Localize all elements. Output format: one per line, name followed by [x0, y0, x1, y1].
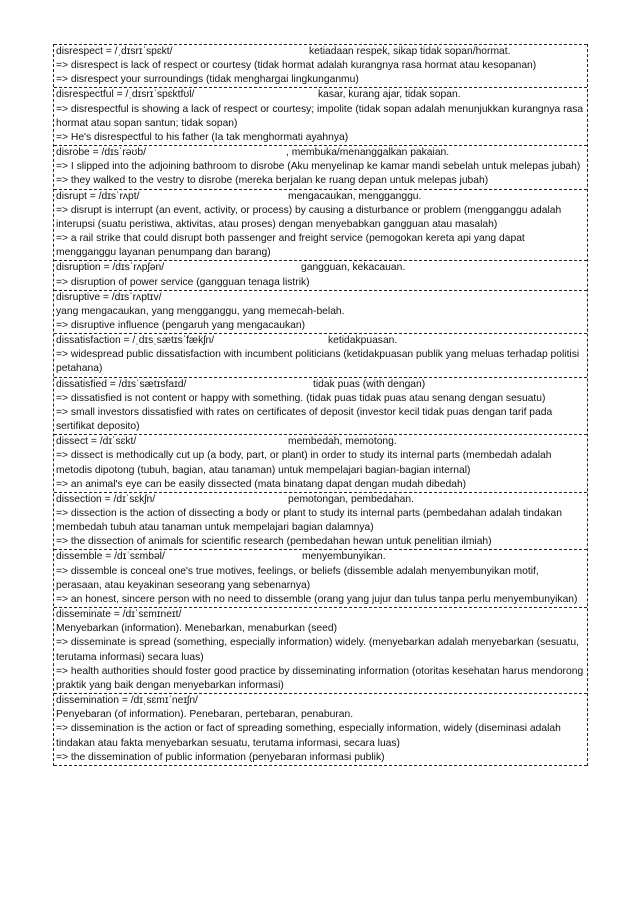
dictionary-entry: [54, 607, 587, 693]
example-line: => a rail strike that could disrupt both passenger and freight service (pemogokan kereta api yang dapat mengganggu layanan penumpang dan barang): [56, 233, 525, 259]
example-line: => the dissemination of public information (penyebaran informasi publik): [56, 751, 385, 763]
example-line: => I slipped into the adjoining bathroom to disrobe (Aku menyelinap ke kamar mandi sebelah untuk melepas jubah): [56, 161, 581, 173]
dictionary-entry: [54, 377, 587, 435]
entry-term: disrobe = /dɪsˈrəʊb/: [56, 147, 146, 159]
example-line: => an honest, sincere person with no need to dissemble (orang yang jujur dan tulus tanpa perlu menyembunyikan): [56, 593, 578, 605]
dictionary-entry: [54, 290, 587, 333]
entry-term: disrupt = /dɪsˈrʌpt/: [56, 190, 140, 202]
entry-translation: ketidakpuasan.: [328, 335, 398, 347]
entry-translation: mengacaukan, mengganggu.: [288, 190, 422, 202]
example-line: => dissatisfied is not content or happy with something. (tidak puas tidak puas atau senang dengan sesuatu): [56, 392, 546, 404]
example-line: => disruption of power service (gangguan tenaga listrik): [56, 276, 310, 288]
dictionary-table: [53, 44, 588, 766]
example-line: => they walked to the vestry to disrobe (mereka berjalan ke ruang depan untuk melepas jubah): [56, 175, 489, 187]
dictionary-entry: [54, 87, 587, 145]
entry-heading: [56, 190, 586, 204]
example-line: => dissection is the action of dissecting a body or plant to study its internal parts (pembedahan adalah tindakan membedah tubuh atau tanaman untuk mempelajari bagian dalamnya): [56, 508, 563, 534]
dictionary-entry: [54, 434, 587, 492]
example-line: => He's disrespectful to his father (Ia tak menghormati ayahnya): [56, 131, 349, 143]
example-line: => small investors dissatisfied with rates on certificates of deposit (investor kecil tidak puas dengan tarif pada sertifikat deposito): [56, 406, 553, 433]
entry-heading: [56, 608, 586, 636]
entry-heading: [56, 45, 586, 59]
entry-heading: [56, 334, 586, 348]
entry-term: disseminate = /dɪˈsɛmɪneɪt/: [56, 609, 182, 621]
entry-term: disrespect = /ˌdɪsrɪˈspɛkt/: [56, 46, 173, 57]
entry-term: dissection = /dɪˈsɛkʃn/: [56, 493, 156, 505]
entry-translation: gangguan, kekacauan.: [301, 262, 406, 274]
example-line: => the dissection of animals for scientific research (pembedahan hewan untuk penelitian ilmiah): [56, 536, 492, 548]
entry-term: dissect = /dɪˈsɛkt/: [56, 436, 137, 448]
dictionary-entry: [54, 492, 587, 550]
entry-heading: [56, 550, 586, 564]
entry-heading: [56, 261, 586, 275]
entry-heading: [56, 493, 586, 507]
example-line: => disrupt is interrupt (an event, activity, or process) by causing a disturbance or problem (mengganggu adalah interupsi (suatu peristiwa, aktivitas, atau proses) dengan menyebabkan gangguan atau masalah): [56, 204, 562, 230]
entry-translation: tidak puas (with dengan): [313, 378, 426, 390]
entry-translation: membedah, memotong.: [288, 436, 397, 448]
example-line: => disruptive influence (pengaruh yang mengacaukan): [56, 319, 306, 331]
entry-translation: menyembunyikan.: [302, 551, 386, 563]
dictionary-entry: [54, 44, 587, 87]
entry-term: dissatisfied = /dɪsˈsætɪsfaɪd/: [56, 378, 187, 390]
example-line: => an animal's eye can be easily dissected (mata binatang dapat dengan mudah dibedah): [56, 478, 467, 490]
entry-translation: Menyebarkan (information). Menebarkan, menaburkan (seed): [56, 623, 338, 635]
dictionary-entry: [54, 189, 587, 261]
entry-translation: pemotongan, pembedahan.: [288, 493, 414, 505]
entry-heading: [56, 378, 586, 392]
entry-translation: Penyebaran (of information). Penebaran, pertebaran, penaburan.: [56, 709, 354, 721]
entry-heading: [56, 291, 586, 319]
example-line: => health authorities should foster good practice by disseminating information (otoritas kesehatan harus mendorong praktik yang baik dengan menyebarkan informasi): [56, 665, 584, 691]
entry-term: disrespectful = /ˌdɪsrɪˈspɛktfʊl/: [56, 89, 195, 101]
example-line: => disrespect is lack of respect or courtesy (tidak hormat adalah kurangnya rasa hormat atau kesopanan): [56, 60, 537, 72]
example-line: => dissect is methodically cut up (a body, part, or plant) in order to study its internal parts (membedah adalah metodis dipotong (tubuh, bagian, atau tanaman) untuk mempelajari bagian-bagian internal): [56, 450, 552, 476]
entry-translation: ketiadaan respek, sikap tidak sopan/hormat.: [309, 46, 511, 57]
example-line: => disrespectful is showing a lack of respect or courtesy; impolite (tidak sopan adalah menunjukkan kurangnya rasa hormat atau sopan santun; tidak sopan): [56, 103, 584, 129]
entry-heading: [56, 146, 586, 160]
entry-term: dissemination = /dɪˌsɛmɪˈneɪʃn/: [56, 695, 198, 707]
entry-term: dissemble = /dɪˈsɛmbəl/: [56, 551, 165, 563]
dictionary-entry: [54, 145, 587, 188]
example-line: => dissemble is conceal one's true motives, feelings, or beliefs (dissemble adalah menyembunyikan motif, perasaan, atau keyakinan seseorang yang sebenarnya): [56, 565, 539, 591]
entry-translation: kasar, kurang ajar, tidak sopan.: [318, 89, 461, 101]
example-line: => disseminate is spread (something, especially information) widely. (menyebarkan adalah menyebarkan (sesuatu, terutama informasi) secara luas): [56, 637, 579, 663]
entry-heading: [56, 694, 586, 722]
entry-heading: [56, 435, 586, 449]
entry-heading: [56, 88, 586, 102]
entry-translation: yang mengacaukan, yang mengganggu, yang memecah-belah.: [56, 305, 345, 317]
dictionary-entry: [54, 333, 587, 376]
entry-term: dissatisfaction = /ˌdɪsˌsætɪsˈfækʃn/: [56, 335, 215, 347]
entry-term: disruptive = /dɪsˈrʌptɪv/: [56, 291, 162, 303]
example-line: => widespread public dissatisfaction with incumbent politicians (ketidakpuasan publik yang meluas terhadap politisi petahana): [56, 349, 580, 375]
dictionary-entry: [54, 549, 587, 607]
example-line: => disrespect your surroundings (tidak menghargai lingkunganmu): [56, 74, 359, 86]
entry-translation: , membuka/menanggalkan pakaian.: [286, 147, 450, 159]
entry-term: disruption = /dɪsˈrʌpʃən/: [56, 262, 165, 274]
dictionary-entry: [54, 693, 587, 766]
dictionary-entry: [54, 260, 587, 289]
example-line: => dissemination is the action or fact of spreading something, especially information, widely (diseminasi adalah tindakan atau fakta menyebarkan sesuatu, terutama informasi, secara luas): [56, 723, 561, 749]
